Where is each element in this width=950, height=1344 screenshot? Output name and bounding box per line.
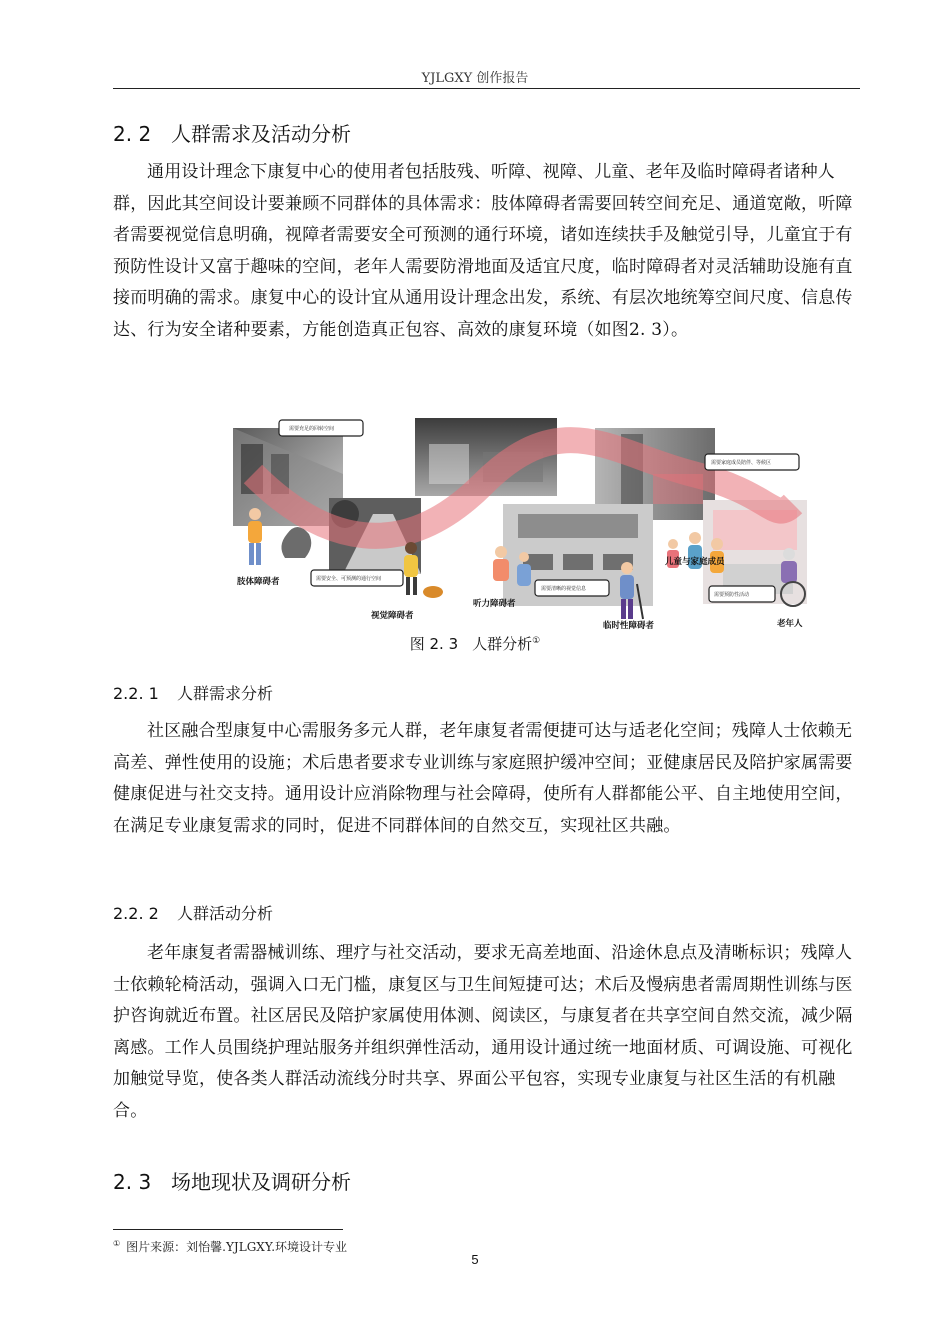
header-rule [113, 88, 860, 89]
label-children-family: 儿童与家庭成员 [665, 557, 725, 567]
svg-text:需要充足的回转空间: 需要充足的回转空间 [289, 426, 335, 432]
footnote-rule [113, 1229, 343, 1230]
section-number: 2.2. 2 [113, 904, 159, 923]
figure-caption-text: 人群分析 [472, 635, 533, 653]
bubble-visual-info [535, 580, 609, 596]
label-limb-disability: 肢体障碍者 [237, 577, 280, 587]
bubble-turning-space [279, 420, 363, 436]
paragraph-2-2-1: 社区融合型康复中心需服务多元人群，老年康复者需便捷可达与适老化空间；残障人士依赖无高差、弹性使用的设施；术后患者要求专业训练与家庭照护缓冲空间；亚健康居民及陪护家属需要健康促进与社交支持。通用设计应消除物理与社会障碍，使所有人群都能公平、自主地使用空间，在满足专业康复需求的同时，促进不同群体间的自然交互，实现社区共融。 [113, 721, 853, 836]
figure-caption [0, 633, 950, 654]
section-title: 场地现状及调研分析 [171, 1170, 351, 1194]
bubble-preventive-activity [709, 586, 775, 602]
paragraph-2-2-2: 老年康复者需器械训练、理疗与社交活动，要求无高差地面、沿途休息点及清晰标识；残障人士依赖轮椅活动，强调入口无门槛，康复区与卫生间短捷可达；术后及慢病患者需周期性训练与医护咨询就近布置。社区居民及陪护家属使用体测、阅读区，与康复者在共享空间自然交流，减少隔离感。工作人员围绕护理站服务并组织弹性活动，通用设计通过统一地面材质、可调设施、可视化加触觉导览，使各类人群活动流线分时共享、界面公平包容，实现专业康复与社区生活的有机融合。 [113, 943, 853, 1121]
section-number: 2. 3 [113, 1170, 152, 1194]
figure-illustration [233, 414, 809, 636]
svg-text:需要清晰的视觉信息: 需要清晰的视觉信息 [541, 586, 587, 592]
section-heading-2-3 [113, 1166, 351, 1195]
figure-crowd-analysis [233, 414, 809, 636]
section-heading-2-2-1 [113, 681, 273, 704]
bubble-family-waiting [705, 454, 799, 470]
section-number: 2.2. 1 [113, 684, 159, 703]
bubble-safe-path [311, 570, 403, 586]
section-title: 人群需求及活动分析 [171, 122, 351, 146]
footnote-text: 图片来源：刘怡馨.YJLGXY.环境设计专业 [126, 1240, 348, 1254]
svg-text:需要家庭成员陪伴、等候区: 需要家庭成员陪伴、等候区 [711, 460, 772, 466]
section-number: 2. 2 [113, 122, 152, 146]
label-elderly: 老年人 [777, 619, 803, 629]
svg-text:需要安全、可预测的通行空间: 需要安全、可预测的通行空间 [316, 576, 382, 582]
label-visual-disability: 视觉障碍者 [371, 611, 414, 621]
label-hearing-disability: 听力障碍者 [473, 599, 516, 609]
section-title: 人群需求分析 [177, 684, 274, 703]
section-heading-2-2 [113, 118, 351, 147]
figure-number: 图 2. 3 [409, 635, 459, 653]
running-header: YJLGXY 创作报告 [421, 71, 529, 86]
footnote-mark: ① [113, 1239, 121, 1248]
person-visual-disability-icon [404, 542, 443, 598]
svg-text:需要预防性活动: 需要预防性活动 [714, 592, 750, 598]
page-number: 5 [471, 1252, 479, 1267]
section-heading-2-2-2 [113, 901, 273, 924]
paragraph-2-2: 通用设计理念下康复中心的使用者包括肢残、听障、视障、儿童、老年及临时障碍者诸种人群，因此其空间设计要兼顾不同群体的具体需求：肢体障碍者需要回转空间充足、通道宽敞，听障者需要视觉信息明确，视障者需要安全可预测的通行环境，诸如连续扶手及触觉引导，儿童宜于有预防性设计又富于趣味的空间，老年人需要防滑地面及适宜尺度，临时障碍者对灵活辅助设施有直接而明确的需求。康复中心的设计宜从通用设计理念出发，系统、有层次地统筹空间尺度、信息传达、行为安全诸种要素，方能创造真正包容、高效的康复环境（如图2. 3）。 [113, 162, 853, 340]
label-temporary-disability: 临时性障碍者 [603, 621, 655, 631]
section-title: 人群活动分析 [177, 904, 274, 923]
footnote-reference: ① [532, 636, 541, 646]
